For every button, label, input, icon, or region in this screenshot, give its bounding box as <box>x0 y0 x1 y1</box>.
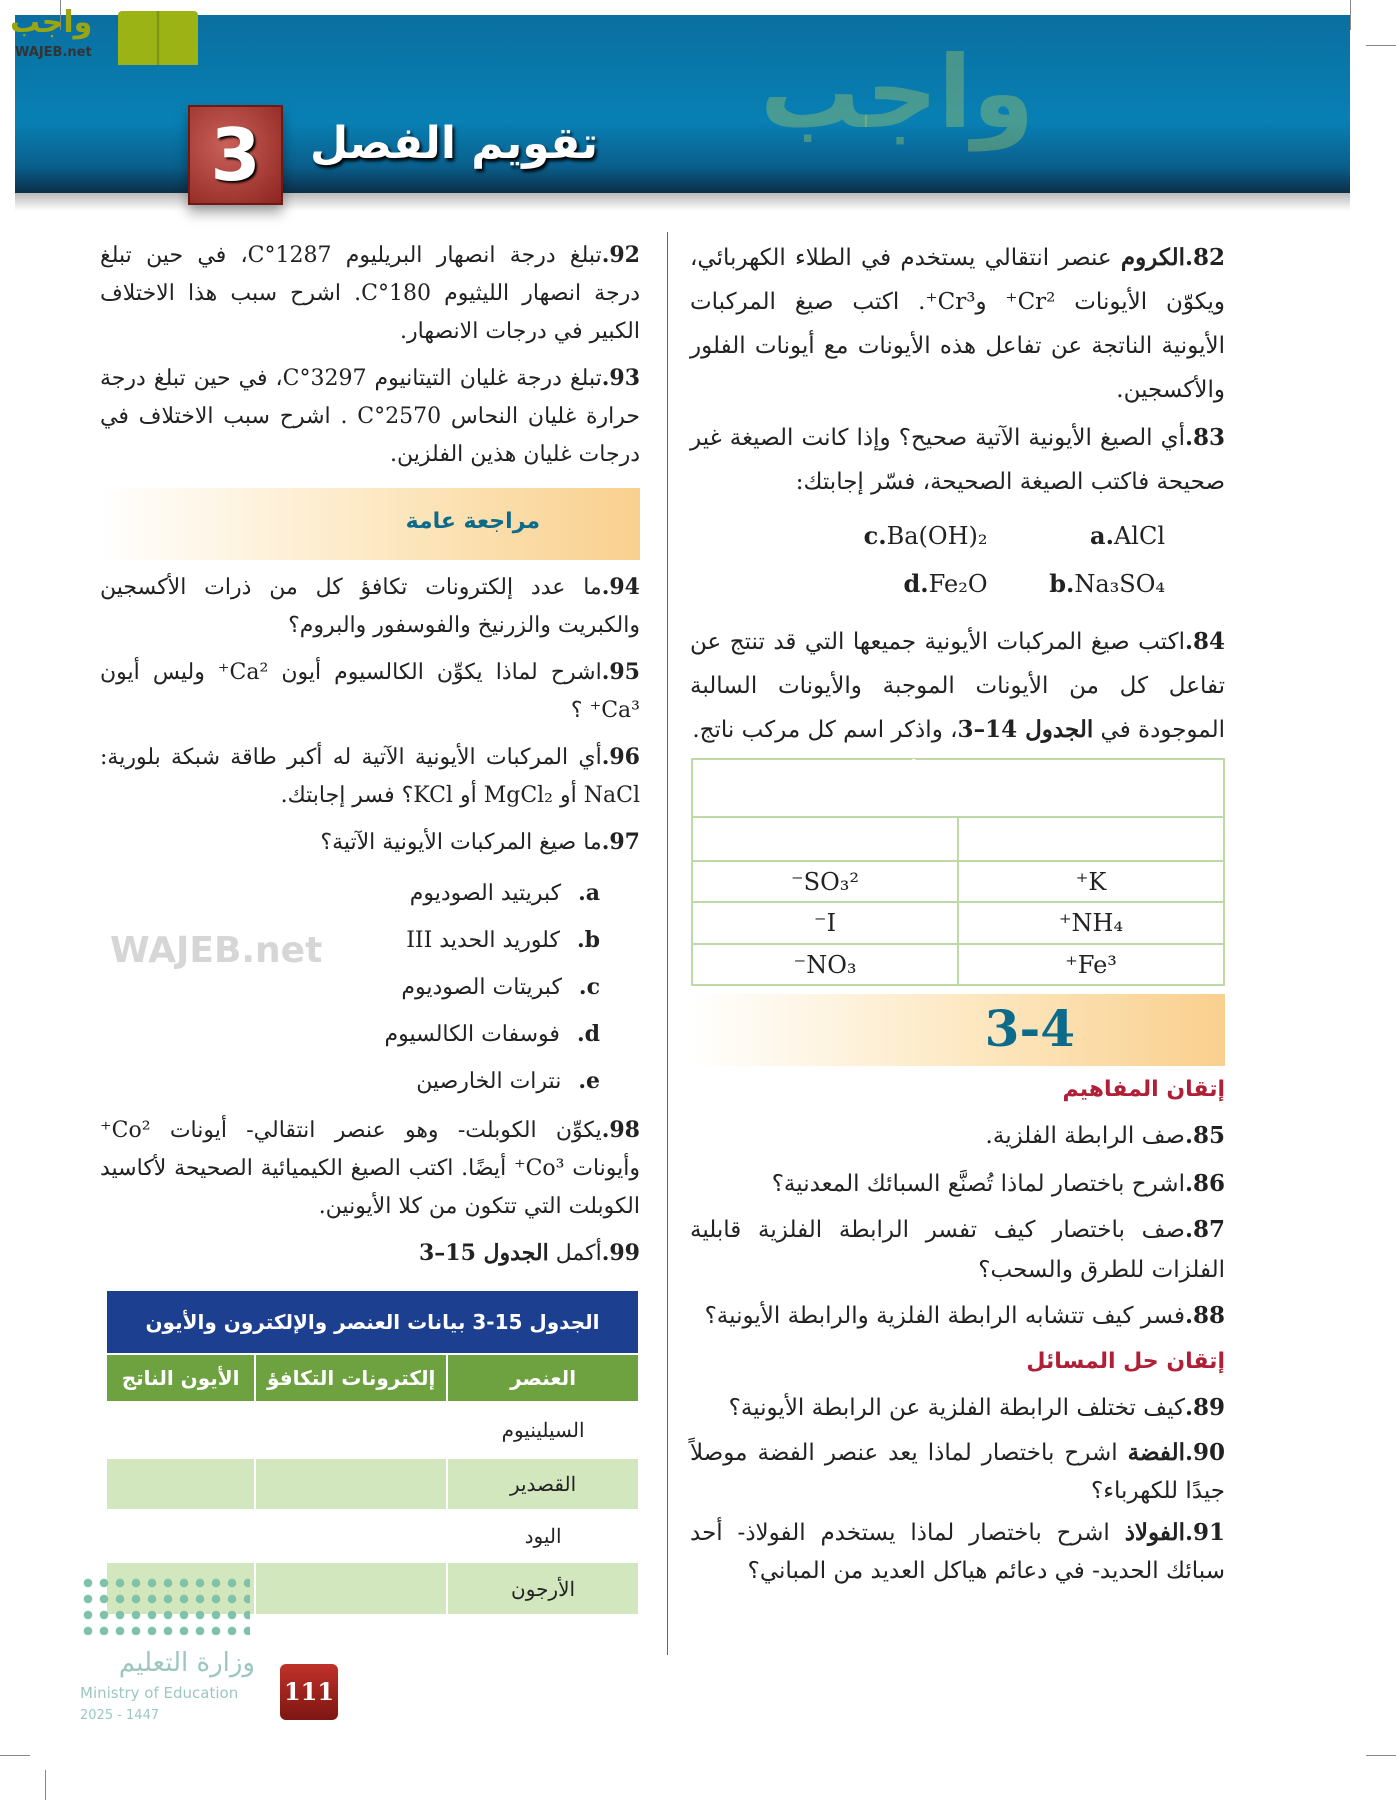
column-header: الأيون الناتج <box>106 1354 255 1402</box>
chapter-title: تقويم الفصل <box>310 118 599 169</box>
cell: K⁺ <box>958 861 1224 902</box>
question-94 <box>100 568 640 645</box>
wajeb-logo <box>10 5 190 65</box>
q-text: عنصر انتقالي يستخدم في الطلاء الكهربائي، ويكوّن الأيونات Cr²⁺ وCr³⁺. اكتب صيغ المركبات الأيونية الناتجة عن تفاعل هذه الأيونات مع أيونات الفلور والأكسجين. <box>690 245 1225 403</box>
question-99 <box>100 1234 640 1273</box>
opt-key: b. <box>1049 569 1075 598</box>
q-text: ، واذكر اسم كل مركب ناتج. <box>692 717 958 743</box>
opt-key: d. <box>903 569 929 598</box>
option-e <box>100 1058 600 1105</box>
dots-icon <box>80 1575 250 1635</box>
question-92 <box>100 236 640 351</box>
q-term: الجدول 14–3 <box>957 716 1094 743</box>
q-num: 97. <box>601 829 640 855</box>
q-term: الجدول 15–3 <box>418 1240 549 1266</box>
ministry-arabic: وزارة التعليم <box>118 1648 255 1678</box>
cell: I⁻ <box>692 902 958 944</box>
table-row <box>106 1458 639 1510</box>
opt-value: فوسفات الكالسيوم <box>384 1022 560 1047</box>
question-83 <box>690 416 1225 504</box>
question-87 <box>690 1210 1225 1290</box>
cell: الأرجون <box>447 1562 639 1615</box>
q-num: 82. <box>1184 244 1225 271</box>
option-a <box>100 870 600 917</box>
q-text: تبلغ درجة انصهار البريليوم 1287°C، في حين تبلغ درجة انصهار الليثيوم 180°C. اشرح سبب هذا الاختلاف الكبير في درجات الانصهار. <box>100 243 641 344</box>
q-text: اشرح باختصار لماذا تُصنَّع السبائك المعدنية؟ <box>771 1171 1185 1197</box>
question-95 <box>100 653 640 730</box>
q-num: 90. <box>1184 1439 1225 1466</box>
cell: القصدير <box>447 1458 639 1510</box>
opt-value: Fe₂O <box>928 570 988 598</box>
q-num: 99. <box>601 1240 640 1266</box>
cell[interactable] <box>106 1458 255 1510</box>
cell[interactable] <box>106 1402 255 1458</box>
q-text: اشرح باختصار لماذا يعد عنصر الفضة موصلاً جيدًا للكهرباء؟ <box>690 1440 1225 1504</box>
watermark-arabic: واجب <box>760 34 1035 151</box>
chapter-number-badge: 3 <box>188 105 283 205</box>
table-row <box>106 1510 639 1562</box>
table-row <box>692 944 1224 985</box>
opt-key: c. <box>863 521 887 550</box>
q-text: ما عدد إلكترونات تكافؤ كل من ذرات الأكسجين والكبريت والزرنيخ والفوسفور والبروم؟ <box>100 575 640 638</box>
table-3-14 <box>691 758 1225 986</box>
q-text: تبلغ درجة غليان التيتانيوم 3297°C، في حين تبلغ درجة حرارة غليان النحاس 2570°C . اشرح سبب الاختلاف في درجات غليان هذين الفلزين. <box>100 366 640 467</box>
review-banner <box>100 488 640 560</box>
opt-value: كبريتات الصوديوم <box>401 975 562 1000</box>
q-term: الكروم <box>1120 244 1185 271</box>
question-97 <box>100 823 640 862</box>
table-caption: الجدول 15-3 بيانات العنصر والإلكترون والأيون <box>106 1290 639 1354</box>
cell: NH₄⁺ <box>958 902 1224 944</box>
crop-mark <box>1350 0 1351 30</box>
opt-value: كلوريد الحديد III <box>406 928 560 953</box>
q-num: 98. <box>601 1117 640 1143</box>
q-text: يكوِّن الكوبلت- وهو عنصر انتقالي- أيونات Co²⁺ وأيونات Co³⁺ أيضًا. اكتب الصيغ الكيميائية الصحيحة لأكاسيد الكوبلت التي تتكون من كلا الأيونين. <box>100 1118 640 1219</box>
crop-mark <box>1366 45 1396 46</box>
opt-key: c. <box>578 974 600 1000</box>
heading-problems: إتقان حل المسائل <box>1026 1349 1225 1374</box>
ministry-year: 2025 - 1447 <box>80 1708 160 1723</box>
question-93 <box>100 359 640 474</box>
opt-value: Na₃SO₄ <box>1074 570 1165 598</box>
opt-key: a. <box>578 880 600 906</box>
ministry-logo <box>80 1575 255 1735</box>
q-text: صف باختصار كيف تفسر الرابطة الفلزية قابلية الفلزات للطرق والسحب؟ <box>690 1217 1225 1283</box>
left-column <box>100 236 640 1616</box>
right-column <box>690 236 1225 1594</box>
q-num: 85. <box>1184 1122 1225 1149</box>
question-85 <box>690 1114 1225 1158</box>
heading-review: مراجعة عامة <box>405 509 540 534</box>
option-b <box>988 562 1166 606</box>
crop-mark <box>0 1755 30 1756</box>
cell[interactable] <box>255 1510 447 1562</box>
cell[interactable] <box>106 1510 255 1562</box>
question-83-options <box>690 508 1225 616</box>
crop-mark <box>1366 1755 1396 1756</box>
opt-key: a. <box>1090 521 1114 550</box>
q-term: الفضة <box>1127 1439 1185 1466</box>
q-num: 91. <box>1184 1519 1225 1546</box>
crop-mark <box>45 1770 46 1800</box>
question-82 <box>690 236 1225 412</box>
q-text: أكمل <box>548 1241 602 1266</box>
q-text: اشرح باختصار لماذا يستخدم الفولاذ- أحد سبائك الحديد- في دعائم هياكل العديد من المباني؟ <box>690 1520 1225 1584</box>
table-row <box>692 861 1224 902</box>
cell: السيلينيوم <box>447 1402 639 1458</box>
opt-value: Ba(OH)₂ <box>886 522 988 550</box>
heading-concepts: إتقان المفاهيم <box>1062 1077 1225 1102</box>
cell[interactable] <box>255 1458 447 1510</box>
question-90 <box>690 1434 1225 1510</box>
book-icon <box>118 11 198 65</box>
cell: NO₃⁻ <box>692 944 958 985</box>
logo-latin: WAJEB.net <box>15 45 92 60</box>
q-text: اشرح لماذا يكوِّن الكالسيوم أيون Ca²⁺ وليس أيون Ca³⁺ ؟ <box>100 660 640 723</box>
column-header: الأيون السالب <box>692 817 958 861</box>
watermark-latin: WAJEB.net <box>110 930 323 971</box>
q-num: 92. <box>601 242 640 268</box>
option-c <box>100 964 600 1011</box>
q-num: 93. <box>601 365 641 391</box>
q-term: الفولاذ <box>1124 1519 1185 1546</box>
page-number: 111 <box>280 1664 338 1720</box>
q-text: كيف تختلف الرابطة الفلزية عن الرابطة الأيونية؟ <box>728 1395 1185 1421</box>
question-84 <box>690 620 1225 752</box>
cell[interactable] <box>255 1402 447 1458</box>
question-96 <box>100 738 640 815</box>
column-divider <box>667 232 668 1655</box>
option-c <box>810 514 988 558</box>
ministry-english: Ministry of Education <box>80 1684 239 1702</box>
table-caption: الجدول 14-3 قائمة الأيونات الموجبة والسالبة <box>692 759 1224 817</box>
opt-key: d. <box>576 1021 600 1047</box>
q-num: 94. <box>601 574 640 600</box>
q-text: أي الصيغ الأيونية الآتية صحيح؟ وإذا كانت الصيغة غير صحيحة فاكتب الصيغة الصحيحة، فسّر إجابتك: <box>690 425 1225 495</box>
cell[interactable] <box>255 1562 447 1615</box>
question-91 <box>690 1514 1225 1590</box>
q-num: 95. <box>601 659 640 685</box>
q-num: 83. <box>1184 424 1225 451</box>
q-text: اكتب صيغ المركبات الأيونية جميعها التي قد تنتج عن تفاعل كل من الأيونات الموجبة والأيونات السالبة الموجودة في <box>690 629 1225 743</box>
q-text: ما صيغ المركبات الأيونية الآتية؟ <box>320 830 602 855</box>
opt-value: نترات الخارصين <box>416 1069 562 1094</box>
q-text: فسر كيف تتشابه الرابطة الفلزية والرابطة الأيونية؟ <box>704 1303 1185 1329</box>
cell: اليود <box>447 1510 639 1562</box>
cell: SO₃²⁻ <box>692 861 958 902</box>
column-header: الأيون الموجب <box>958 817 1224 861</box>
opt-value: كبريتيد الصوديوم <box>409 881 562 906</box>
table-3-15 <box>105 1289 640 1616</box>
q-num: 89. <box>1184 1394 1225 1421</box>
question-97-options <box>100 870 640 1105</box>
question-88 <box>690 1294 1225 1338</box>
option-a <box>988 514 1166 558</box>
question-89 <box>690 1386 1225 1430</box>
q-num: 84. <box>1184 628 1225 655</box>
q-text: صف الرابطة الفلزية. <box>985 1123 1185 1149</box>
q-num: 96. <box>601 744 640 770</box>
q-text: أي المركبات الأيونية الآتية له أكبر طاقة شبكة بلورية: NaCl أو MgCl₂ أو KCl؟ فسر إجابتك. <box>100 745 640 808</box>
opt-value: AlCl <box>1113 522 1165 550</box>
q-num: 86. <box>1184 1170 1225 1197</box>
q-num: 87. <box>1184 1216 1225 1243</box>
table-row <box>106 1402 639 1458</box>
option-d <box>810 562 988 606</box>
question-98 <box>100 1111 640 1226</box>
q-num: 88. <box>1184 1302 1225 1329</box>
opt-key: b. <box>576 927 600 953</box>
option-d <box>100 1011 600 1058</box>
column-header: إلكترونات التكافؤ <box>255 1354 447 1402</box>
section-number: 3-4 <box>984 999 1075 1058</box>
logo-arabic: واجب <box>10 5 93 40</box>
question-86 <box>690 1162 1225 1206</box>
opt-key: e. <box>578 1068 600 1094</box>
table-row <box>692 902 1224 944</box>
column-header: العنصر <box>447 1354 639 1402</box>
section-banner <box>690 994 1225 1066</box>
cell: Fe³⁺ <box>958 944 1224 985</box>
